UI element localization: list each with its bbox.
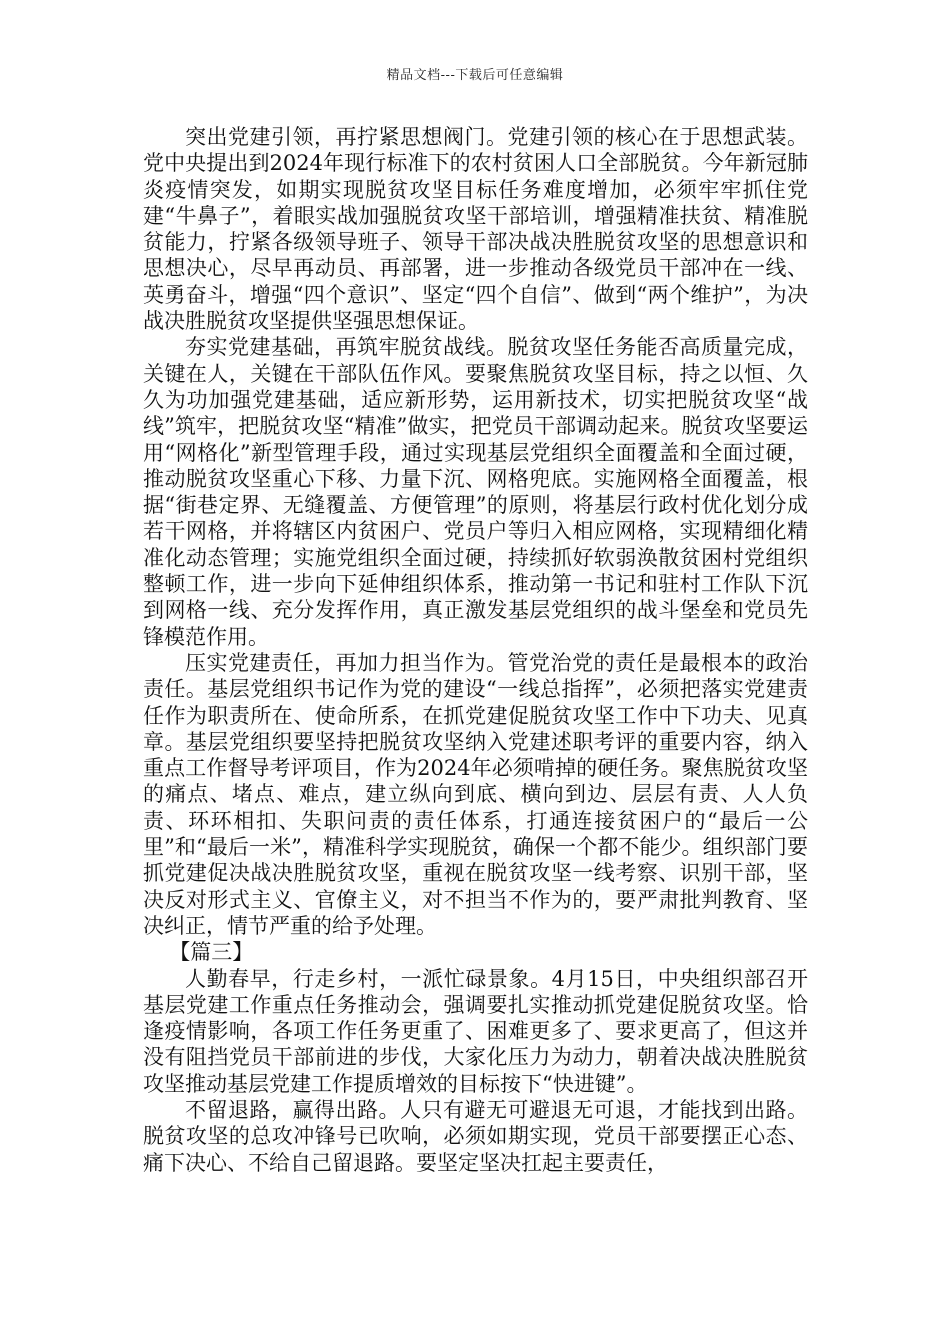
page-header: 精品文档---下载后可任意编辑 [386,68,564,83]
document-body [143,124,808,1176]
section-heading-part-three: 【篇三】 [169,940,254,965]
paragraph-no-retreat: 不留退路，赢得出路。人只有避无可避退无可退，才能找到出路。脱贫攻坚的总攻冲锋号已吹响，必须如期实现，党员干部要摆正心态、痛下决心、不给自己留退路。要坚定坚决扛起主要责任， [143,1097,808,1175]
paragraph-party-building-foundation: 夯实党建基础，再筑牢脱贫战线。脱贫攻坚任务能否高质量完成，关键在人，关键在干部队伍作风。要聚焦脱贫攻坚目标，持之以恒、久久为功加强党建基础，适应新形势，运用新技术，切实把脱贫攻坚“战线”筑牢，把脱贫攻坚“精准”做实，把党员干部调动起来。脱贫攻坚要运用“网格化”新型管理手段，通过实现基层党组织全面覆盖和全面过硬，推动脱贫攻坚重心下移、力量下沉、网格兜底。实施网格全面覆盖，根据“街巷定界、无缝覆盖、方便管理”的原则，将基层行政村优化划分成若干网格，并将辖区内贫困户、党员户等归入相应网格，实现精细化精准化动态管理；实施党组织全面过硬，持续抓好软弱涣散贫困村党组织整顿工作，进一步向下延伸组织体系，推动第一书记和驻村工作队下沉到网格一线、充分发挥作用，真正激发基层党组织的战斗堡垒和党员先锋模范作用。 [143,335,808,649]
paragraph-spring-village: 人勤春早，行走乡村，一派忙碌景象。4月15日，中央组织部召开基层党建工作重点任务推动会，强调要扎实推动抓党建促脱贫攻坚。恰逢疫情影响，各项工作任务更重了、困难更多了、要求更高了，但这并没有阻挡党员干部前进的步伐，大家化压力为动力，朝着决战决胜脱贫攻坚推动基层党建工作提质增效的目标按下“快进键”。 [143,966,808,1096]
paragraph-party-building-thought: 突出党建引领，再拧紧思想阀门。党建引领的核心在于思想武装。党中央提出到2024年现行标准下的农村贫困人口全部脱贫。今年新冠肺炎疫情突发，如期实现脱贫攻坚目标任务难度增加，必须牢牢抓住党建“牛鼻子”，着眼实战加强脱贫攻坚干部培训，增强精准扶贫、精准脱贫能力，拧紧各级领导班子、领导干部决战决胜脱贫攻坚的思想意识和思想决心，尽早再动员、再部署，进一步推动各级党员干部冲在一线、英勇奋斗，增强“四个意识”、坚定“四个自信”、做到“两个维护”，为决战决胜脱贫攻坚提供坚强思想保证。 [143,125,808,334]
paragraph-party-building-responsibility: 压实党建责任，再加力担当作为。管党治党的责任是最根本的政治责任。基层党组织书记作为党的建设“一线总指挥”，必须把落实党建责任作为职责所在、使命所系，在抓党建促脱贫攻坚工作中下功夫、见真章。基层党组织要坚持把脱贫攻坚纳入党建述职考评的重要内容，纳入重点工作督导考评项目，作为2024年必须啃掉的硬任务。聚焦脱贫攻坚的痛点、堵点、难点，建立纵向到底、横向到边、层层有责、人人负责、环环相扣、失职问责的责任体系，打通连接贫困户的“最后一公里”和“最后一米”，精准科学实现脱贫，确保一个都不能少。组织部门要抓党建促决战决胜脱贫攻坚，重视在脱贫攻坚一线考察、识别干部，坚决反对形式主义、官僚主义，对不担当不作为的，要严肃批判教育、坚决纠正，情节严重的给予处理。 [143,650,808,938]
